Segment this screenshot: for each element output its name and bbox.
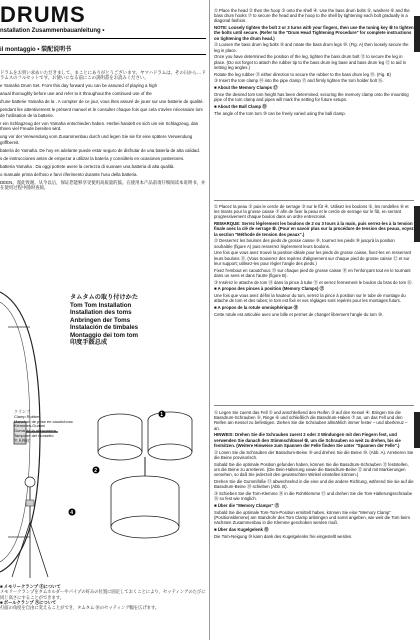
title-rule xyxy=(0,38,206,39)
callout-4: 4 xyxy=(70,510,74,516)
intro-de-2: ung vor der Verwendung vom Zusammenbau durch und legen Sie sie für eine spätere Verwendung griffbereit. xyxy=(0,134,193,145)
intro-es-2: s de instrucciones antes de empezar a utilizar la batería y consúltelo en ocasiones posteriores. xyxy=(0,155,185,161)
clamp-label-block: クランプ Clamp Rubber Manchon de prise en caoutchouc Klemmen-Gummi Goma de la abrazadera Tampone del morsetto 夹具橡皮 xyxy=(14,409,73,443)
language-tab-en xyxy=(414,16,420,52)
language-tab-de xyxy=(414,412,420,448)
intro-it-2: o manuale prima dell'uso e farvi riferimento durante l'uso della batteria. xyxy=(0,171,138,177)
page-title: DRUMS xyxy=(0,2,86,27)
section-french: ① Placez la peau ② puis le cercle de serrage ③ sur le fût ④. Utilisez les boulons ⑤, les rondelles ⑥ et les tirants pour la grosse caisse ⑦ afin de fixer la peau et le cercle de serrage sur le fût, en serrant progressivement chaque boulon dans un ordre entrecroisé. REMARQUE: Serrez légèrement les boulons de 2 ou 3 tours à la main, puis serrez-les à la tension finale avec la clé de serrage ⑧. (Pour en savoir plus sur la procédure de tension des peaux, voyez la section "Méthode de tension des peaux".) ② Desserrez les boulons des pieds de grosse caisse ⑨, tournez les pieds ⑩ jusqu'à la position souhaitée (figure A) puis resserrez légèrement leurs boulons. Une fois que vous avez trouvé la position idéale pour les pieds de grosse caisse, fixez-les en resserrant leurs boulons ⑪. (Vous trouverez des repères d'alignement sur chaque pied de grosse caisse ⑫ et sur leur support; utilisez-les pour régler l'angle des pieds.) Fixez l'embout en caoutchouc ⑬ sur chaque pied de grosse caisse ⑩ en l'enfonçant tout en le tournant dans un sens et dans l'autre (figure B). ③ Insérez le attache de tom ⑭ dans la pince à tube ⑮ et serrez fermement le boulon du bras de tom ⑯. ■ A propos des pinces à position (Memory Clamps) ⑰ Une fois que vous avez défini la hauteur du tom, serrez la pince à position sur le tube de montage du attache de tom et des tubes; le tom est fixé et vos réglages sont repérés pour les montages futurs. ■ A propos de la rotule omnisphérique ⑱ Cette rotule est articulée avec une bille et permet de changer librement l'angle du tom ⑩. xyxy=(214,204,414,317)
intro-es-1: batería de Yamaha. De hoy en adelante puede estar seguro de disfrutar de una batería de alta calidad. xyxy=(0,147,200,153)
intro-de-1: r ein Schlagzeug der von Yamaha entschieden haben. Herbei handelt es sich um ein Schlagzeug, das Ihnen viel Freude bereiten wird. xyxy=(0,120,199,132)
intro-en-2: anual thoroughly before use and refer to it throughout the continued use of the xyxy=(0,91,152,97)
tom-toms xyxy=(98,412,192,460)
callout-2: 2 xyxy=(94,468,98,474)
figure-title: タムタムの取り付けかた Tom Tom Installation Installation des toms Anbringen der Toms Instalación de timbales Montaggio dei tom tom 印度手鼓总成 xyxy=(70,294,139,346)
intro-it-1: batteria Yamaha . Da oggi potrete avere la certezza di suonare una batteria di alta qualità. xyxy=(0,163,175,169)
page-subtitle-1: nstallation Zusammenbauanleitung • xyxy=(0,28,105,34)
column-divider xyxy=(209,0,210,640)
subtitle-rule xyxy=(0,54,206,55)
intro-ja: ドラムをお買い求めいただきまして、まことにありがとうございます。ヤマハドラムは、その日から…ドラムスのフルセットです。お使いになる前にこの説明書をお読みください。 xyxy=(0,70,206,81)
intro-text xyxy=(0,70,206,193)
language-tab-fr xyxy=(414,206,420,242)
callout-1: 1 xyxy=(160,412,164,418)
section-rule-1 xyxy=(214,200,414,201)
section-rule-2 xyxy=(214,405,414,406)
section-english: ① Place the head ② then the hoop ③ onto the shell ④. Use the bass drum bolts ⑤, washers ⑥ and the bass drum hooks ⑦ to secure the head and the hoop to the shell by tightening each bolt gradually in a diagonal fashion. NOTE: Loosely tighten the bolt 2 or 3 turns with your fingers, then use the tuning key ⑧ to tighten the bolts until secure. (Refer to the "Drum Head Tightening Procedure" for complete instructions on tightening the drum head.) ② Loosen the bass drum leg bolts ⑨ and rotate the bass drum legs ⑩. (Fig. A) then loosely secure the leg in place. Once you have determined the position of the leg, tighten the bass drum bolt ⑪ to secure the leg in place. (Do not forget to attach the rubber tip to the bass drum leg base and bass drum leg ⑫ to aid in setting leg angles.) Rotate the leg rubber ⑬ either direction to secure the rubber to the bass drum leg ⑩. (Fig. B) ③ Insert the tom clamp ⑭ into the pipe clamp ⑮ and firmly tighten the tom holder bolt ⑯. ■ About the Memory Clamps ⑰ Once the desired tom tom height has been determined, securing the memory clamp onto the mounting pipe of the tom clamp and pipes will mark the setting for future setups. ■ About the Ball Clamp ⑱ The angle of the tom tom ⑩ can be freely varied using the ball clamp. xyxy=(214,8,414,116)
bass-drum xyxy=(111,476,179,538)
bottom-notes: ■ メモリークランプ ⑧について メモリークランプをタムホルダーやパイプの好みの位置に固定しておくことにより、セッティングのたびに同じ高さにすることができます。 ■ ボールクランプ ⑨について 打面の角度を自由に変えることができ、タムタム ⑩のセッティング幅を広げます。 xyxy=(0,584,206,611)
stand-leg xyxy=(12,522,30,577)
intro-zh: DEEN。谨此致谢。从今以后，保证您能够享受使用高质量的鼓。在使用本产品前请仔细阅读本说明书，并在使用过程中随时查阅。 xyxy=(0,179,206,191)
left-column xyxy=(0,0,208,640)
intro-fr-1: d'une batterie Yamaha de la . A compter de ce jour, vous êtes assuré de jouer sur une batterie de qualité. xyxy=(0,99,204,105)
intro-en-1: e Yamaha Drum Set. From this day forward you can be assured of playing a high xyxy=(0,83,158,89)
right-column xyxy=(214,0,420,640)
intro-fr-2: pendant lire attentivement le présent manuel et le consulter chaque fois que cela s'avère nécessaire lors de l'utilisation de la batterie. xyxy=(0,107,203,118)
page-subtitle-2: il montaggio • 装配说明书 xyxy=(0,47,72,53)
clamp-detail xyxy=(25,477,35,487)
section-german: ① Legen Sie zuerst das Fell ② und anschließend den Reifen ③ auf den Kessel ④. Bringen Sie die Bassdrum-Schrauben ⑤, Ringe ⑥ und schließlich die Bassdrum-Haken ⑦ an, um das Fell und den Reifen am Kessel zu befestigen. Ziehen Sie die Schrauben allmählich immer fester – und überkreuz – an. HINWEIS: Drehen Sie die Schrauben zuerst 2 oder 3 Windungen mit den Fingern fest, und verwenden Sie danach den Stimmschlüssel ⑧, um die Schrauben so weit zu drehen, bis sie festsitzen. (Weitere Hinweise zum Spannen der Felle finden Sie unter "Spannen der Felle".) ② Lösen Sie die Schrauben der Bassdrum-Beine ⑨ und drehen Sie die Beine ⑩. (Abb. A). Arretieren Sie die Beine provisorisch. Sobald Sie die optimale Position gefunden haben, können Sie die Bassdrum-Schrauben ⑪ feststellen, um die Beine zu arretieren. (Die Bein-Halterung sowie die Bassdrum-Beine ⑫ sind mit Markierungen versehen, so daß Sie jederzeit den gewünschten Winkel einstellen können.) Drehen Sie die Gummifüße ⑬ abwechselnd in die eine und die andere Richtung, während Sie sie auf die Bassdrum-Beine ⑩ schieben (Abb. B). ③ Schieben Sie die Tom-Klemme ⑭ in die Rohrklemme ⑮ und drehen Sie die Tom-Halterungsschraube ⑯ so fest wie möglich. ■ Über die "Memory Clamps" ⑰ Sobald Sie die optimale Tom-Tom-Position ermittelt haben, können Sie eine "Memory Clamp" (Positionsklemme) am Standrohr des Tom Clamp anbringen und somit angeben, wie weit die Tom beim nächsten Zusammenbau in die Klemme geschoben werden muß. ■ Über das Kugelgelenk ⑱ Die Tom-Neigung ⑩ kann dank des Kugelgelenks frei eingestellt werden. xyxy=(214,410,414,539)
